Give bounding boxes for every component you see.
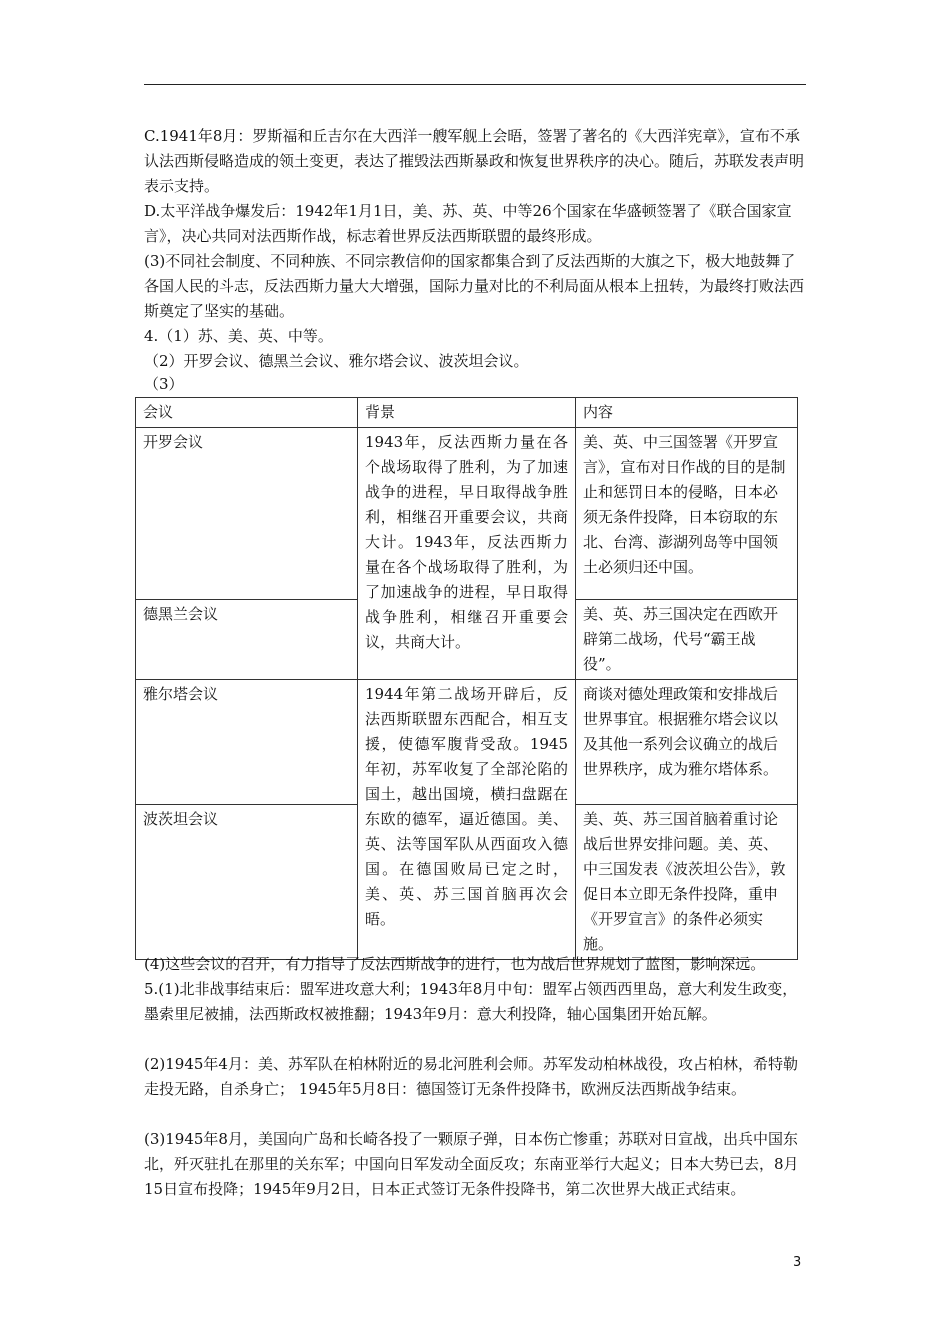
- page-number: 3: [793, 1255, 802, 1270]
- paragraph-q3-3: (3)不同社会制度、不同种族、不同宗教信仰的国家都集合到了反法西斯的大旗之下，极大地鼓舞了各国人民的斗志，反法西斯力量大大增强，国际力量对比的不利局面从根本上扭转，为最终打败法西斯奠定了坚实的基础。: [144, 252, 805, 320]
- meeting-content: 美、英、中三国签署《开罗宣言》，宣布对日作战的目的是制止和惩罚日本的侵略，日本必须无条件投降，日本窃取的东北、台湾、澎湖列岛等中国领土必须归还中国。: [576, 428, 798, 600]
- paragraph-q5-2: (2)1945年4月：美、苏军队在柏林附近的易北河胜利会师。苏军发动柏林战役，攻占柏林，希特勒走投无路，自杀身亡； 1945年5月8日：德国签订无条件投降书，欧洲反法西斯战争结束。: [144, 1055, 798, 1098]
- conference-table: [135, 397, 798, 960]
- table-row: [136, 680, 798, 805]
- meeting-name: 开罗会议: [136, 428, 358, 600]
- meeting-content: 美、英、苏三国首脑着重讨论战后世界安排问题。美、英、中三国发表《波茨坦公告》，敦促日本立即无条件投降，重申《开罗宣言》的条件必须实施。: [576, 805, 798, 960]
- table-header-content: 内容: [576, 398, 798, 428]
- paragraph-c: C.1941年8月：罗斯福和丘吉尔在大西洋一艘军舰上会晤，签署了著名的《大西洋宪章》，宣布不承认法西斯侵略造成的领土变更，表达了摧毁法西斯暴政和恢复世界秩序的决心。随后，苏联发表声明表示支持。: [144, 127, 805, 195]
- paragraph-q4-3: （3）: [144, 375, 184, 393]
- table-header-row: [136, 398, 798, 428]
- meeting-background: 1944年第二战场开辟后，反法西斯联盟东西配合，相互支援，使德军腹背受敌。1945年初，苏军收复了全部沦陷的国土，越出国境，横扫盘踞在东欧的德军，逼近德国。美、英、法等国军队从西面攻入德国。在德国败局已定之时，美、英、苏三国首脑再次会晤。: [358, 680, 576, 960]
- meeting-name: 波茨坦会议: [136, 805, 358, 960]
- paragraph-q5-3: (3)1945年8月，美国向广岛和长崎各投了一颗原子弹，日本伤亡惨重；苏联对日宣战，出兵中国东北，歼灭驻扎在那里的关东军；中国向日军发动全面反攻；东南亚举行大起义；日本大势已去，8月15日宣布投降；1945年9月2日，日本正式签订无条件投降书，第二次世界大战正式结束。: [144, 1130, 799, 1198]
- header-rule: [144, 84, 806, 85]
- meeting-background: 1943年，反法西斯力量在各个战场取得了胜利，为了加速战争的进程，早日取得战争胜利，相继召开重要会议，共商大计。1943年，反法西斯力量在各个战场取得了胜利，为了加速战争的进程，早日取得战争胜利，相继召开重要会议，共商大计。: [358, 428, 576, 680]
- meeting-name: 雅尔塔会议: [136, 680, 358, 805]
- paragraph-q4-1: 4.（1）苏、美、英、中等。: [144, 327, 333, 345]
- table-header-background: 背景: [358, 398, 576, 428]
- paragraph-q4-2: （2）开罗会议、德黑兰会议、雅尔塔会议、波茨坦会议。: [144, 352, 529, 370]
- meeting-content: 美、英、苏三国决定在西欧开辟第二战场，代号“霸王战役”。: [576, 600, 798, 680]
- table-row: [136, 428, 798, 600]
- meeting-content: 商谈对德处理政策和安排战后世界事宜。根据雅尔塔会议以及其他一系列会议确立的战后世界秩序，成为雅尔塔体系。: [576, 680, 798, 805]
- meeting-name: 德黑兰会议: [136, 600, 358, 680]
- table-header-meeting: 会议: [136, 398, 358, 428]
- paragraph-q4-4: (4)这些会议的召开，有力指导了反法西斯战争的进行，也为战后世界规划了蓝图，影响深远。: [144, 955, 766, 973]
- paragraph-q5-1: 5.(1)北非战事结束后：盟军进攻意大利；1943年8月中旬：盟军占领西西里岛，意大利发生政变，墨索里尼被捕，法西斯政权被推翻；1943年9月：意大利投降，轴心国集团开始瓦解。: [144, 980, 798, 1023]
- paragraph-d: D.太平洋战争爆发后：1942年1月1日，美、苏、英、中等26个国家在华盛顿签署了《联合国家宣言》，决心共同对法西斯作战，标志着世界反法西斯联盟的最终形成。: [144, 202, 792, 245]
